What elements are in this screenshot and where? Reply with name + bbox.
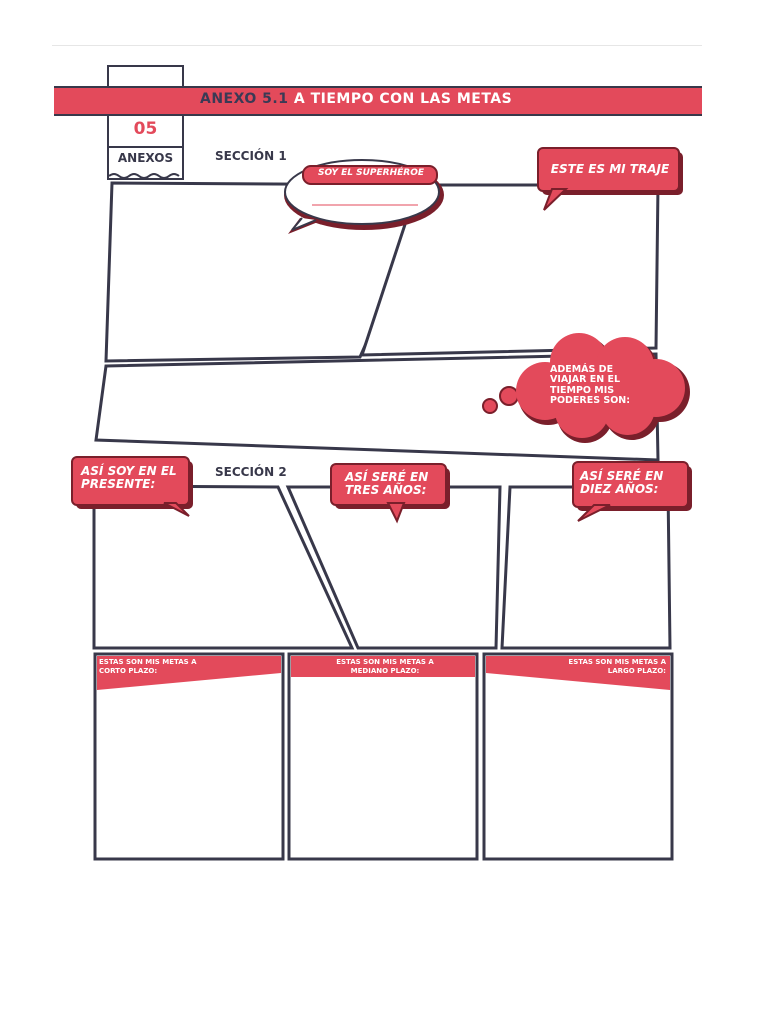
bubble-ten-years-text: ASÍ SERÉ EN DIEZ AÑOS: xyxy=(580,469,664,497)
annex-number: 05 xyxy=(133,119,158,139)
thought-powers-text: ADEMÁS DE VIAJAR EN EL TIEMPO MIS PODERES SON: xyxy=(550,364,631,407)
goal-short-label: ESTAS SON MIS METAS A CORTO PLAZO: xyxy=(99,658,197,675)
goal-medium-label: ESTAS SON MIS METAS A MEDIANO PLAZO: xyxy=(336,658,434,675)
tab-wave xyxy=(109,174,179,178)
goal-long-label: ESTAS SON MIS METAS A LARGO PLAZO: xyxy=(568,658,666,675)
goal-box-medium[interactable] xyxy=(289,654,477,859)
panel-ten-years[interactable] xyxy=(502,487,670,648)
annex-code: ANEXO 5.1 xyxy=(200,91,289,107)
bubble-three-years-text: ASÍ SERÉ EN TRES AÑOS: xyxy=(345,470,429,498)
bubble-superhero-text: SOY EL SUPERHÉROE xyxy=(317,168,425,178)
section-2-label: SECCIÓN 2 xyxy=(212,465,290,479)
section-1-label: SECCIÓN 1 xyxy=(212,149,290,163)
bubble-suit-text: ESTE ES MI TRAJE xyxy=(550,162,670,176)
annex-label: ANEXOS xyxy=(117,151,174,165)
bubble-present-text: ASÍ SOY EN EL PRESENTE: xyxy=(81,464,177,492)
title-text: A TIEMPO CON LAS METAS xyxy=(293,91,513,107)
